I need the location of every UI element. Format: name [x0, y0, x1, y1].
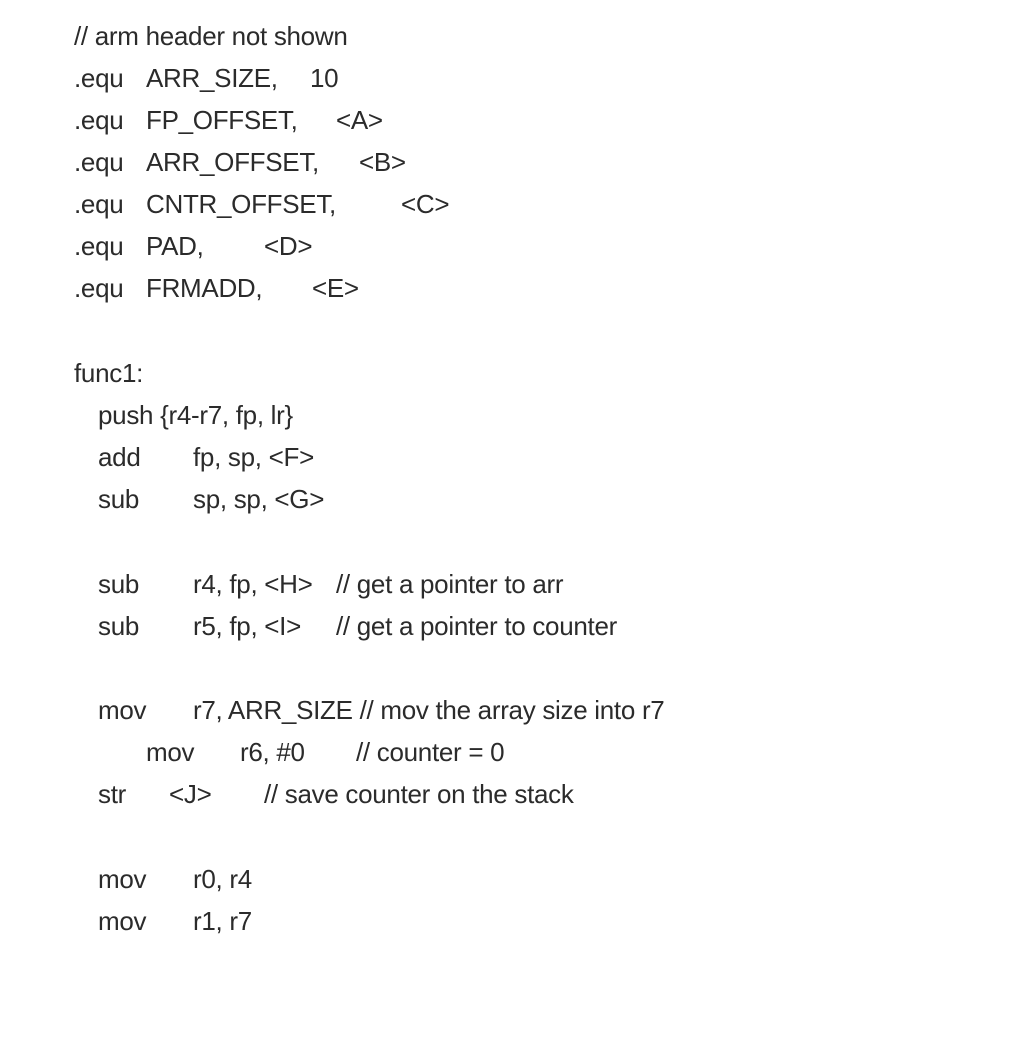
code-line-push: [0, 395, 293, 435]
code-line-add: [0, 437, 314, 477]
comment: // counter = 0: [356, 737, 505, 767]
opcode: mov: [146, 737, 195, 767]
symbol: PAD,: [146, 231, 204, 261]
code-line-equ-frmadd: [0, 268, 359, 308]
code-line-equ-cntr-offset: [0, 184, 450, 224]
placeholder: <E>: [312, 273, 359, 303]
comment: // arm header not shown: [74, 21, 348, 51]
placeholder: <J>: [169, 779, 212, 809]
directive: .equ: [74, 231, 124, 261]
directive: .equ: [74, 189, 124, 219]
placeholder: <B>: [359, 147, 406, 177]
code-line-equ-arr-offset: [0, 142, 406, 182]
operands: r6, #0: [240, 737, 305, 767]
directive: .equ: [74, 63, 124, 93]
instruction: push {r4-r7, fp, lr}: [98, 400, 293, 430]
code-line-sub-r4: [0, 564, 564, 604]
operands: r4, fp, <H>: [193, 569, 313, 599]
code-line-sub-sp: [0, 479, 325, 519]
code-line-equ-pad: [0, 226, 313, 266]
symbol: FRMADD,: [146, 273, 263, 303]
symbol: CNTR_OFFSET,: [146, 189, 336, 219]
operands: r7, ARR_SIZE // mov the array size into r7: [193, 695, 665, 725]
operands: r0, r4: [193, 864, 252, 894]
directive: .equ: [74, 273, 124, 303]
comment: // get a pointer to arr: [336, 569, 564, 599]
code-line-str: [0, 774, 574, 814]
code-line-mov-r6: [0, 732, 505, 772]
symbol: ARR_OFFSET,: [146, 147, 319, 177]
opcode: add: [98, 442, 141, 472]
code-line-mov-r7: [0, 690, 665, 730]
opcode: sub: [98, 611, 140, 641]
directive: .equ: [74, 147, 124, 177]
code-line-func-label: [0, 353, 144, 393]
directive: .equ: [74, 105, 124, 135]
opcode: str: [98, 779, 126, 809]
code-line-mov-r0: [0, 859, 252, 899]
code-line-sub-r5: [0, 606, 617, 646]
code-line-equ-arr-size: [0, 58, 339, 98]
function-label: func1:: [74, 358, 144, 388]
operands: sp, sp, <G>: [193, 484, 325, 514]
placeholder: <C>: [401, 189, 450, 219]
opcode: mov: [98, 864, 147, 894]
opcode: sub: [98, 484, 140, 514]
symbol: FP_OFFSET,: [146, 105, 298, 135]
opcode: mov: [98, 695, 147, 725]
code-line-mov-r1: [0, 901, 252, 941]
operands: fp, sp, <F>: [193, 442, 314, 472]
opcode: sub: [98, 569, 140, 599]
operands: r5, fp, <I>: [193, 611, 301, 641]
comment: // save counter on the stack: [264, 779, 574, 809]
operands: r1, r7: [193, 906, 252, 936]
placeholder: <A>: [336, 105, 383, 135]
code-line-equ-fp-offset: [0, 100, 383, 140]
value: 10: [310, 63, 339, 93]
opcode: mov: [98, 906, 147, 936]
code-line-comment-header: [74, 16, 348, 56]
placeholder: <D>: [264, 231, 313, 261]
symbol: ARR_SIZE,: [146, 63, 278, 93]
comment: // get a pointer to counter: [336, 611, 617, 641]
